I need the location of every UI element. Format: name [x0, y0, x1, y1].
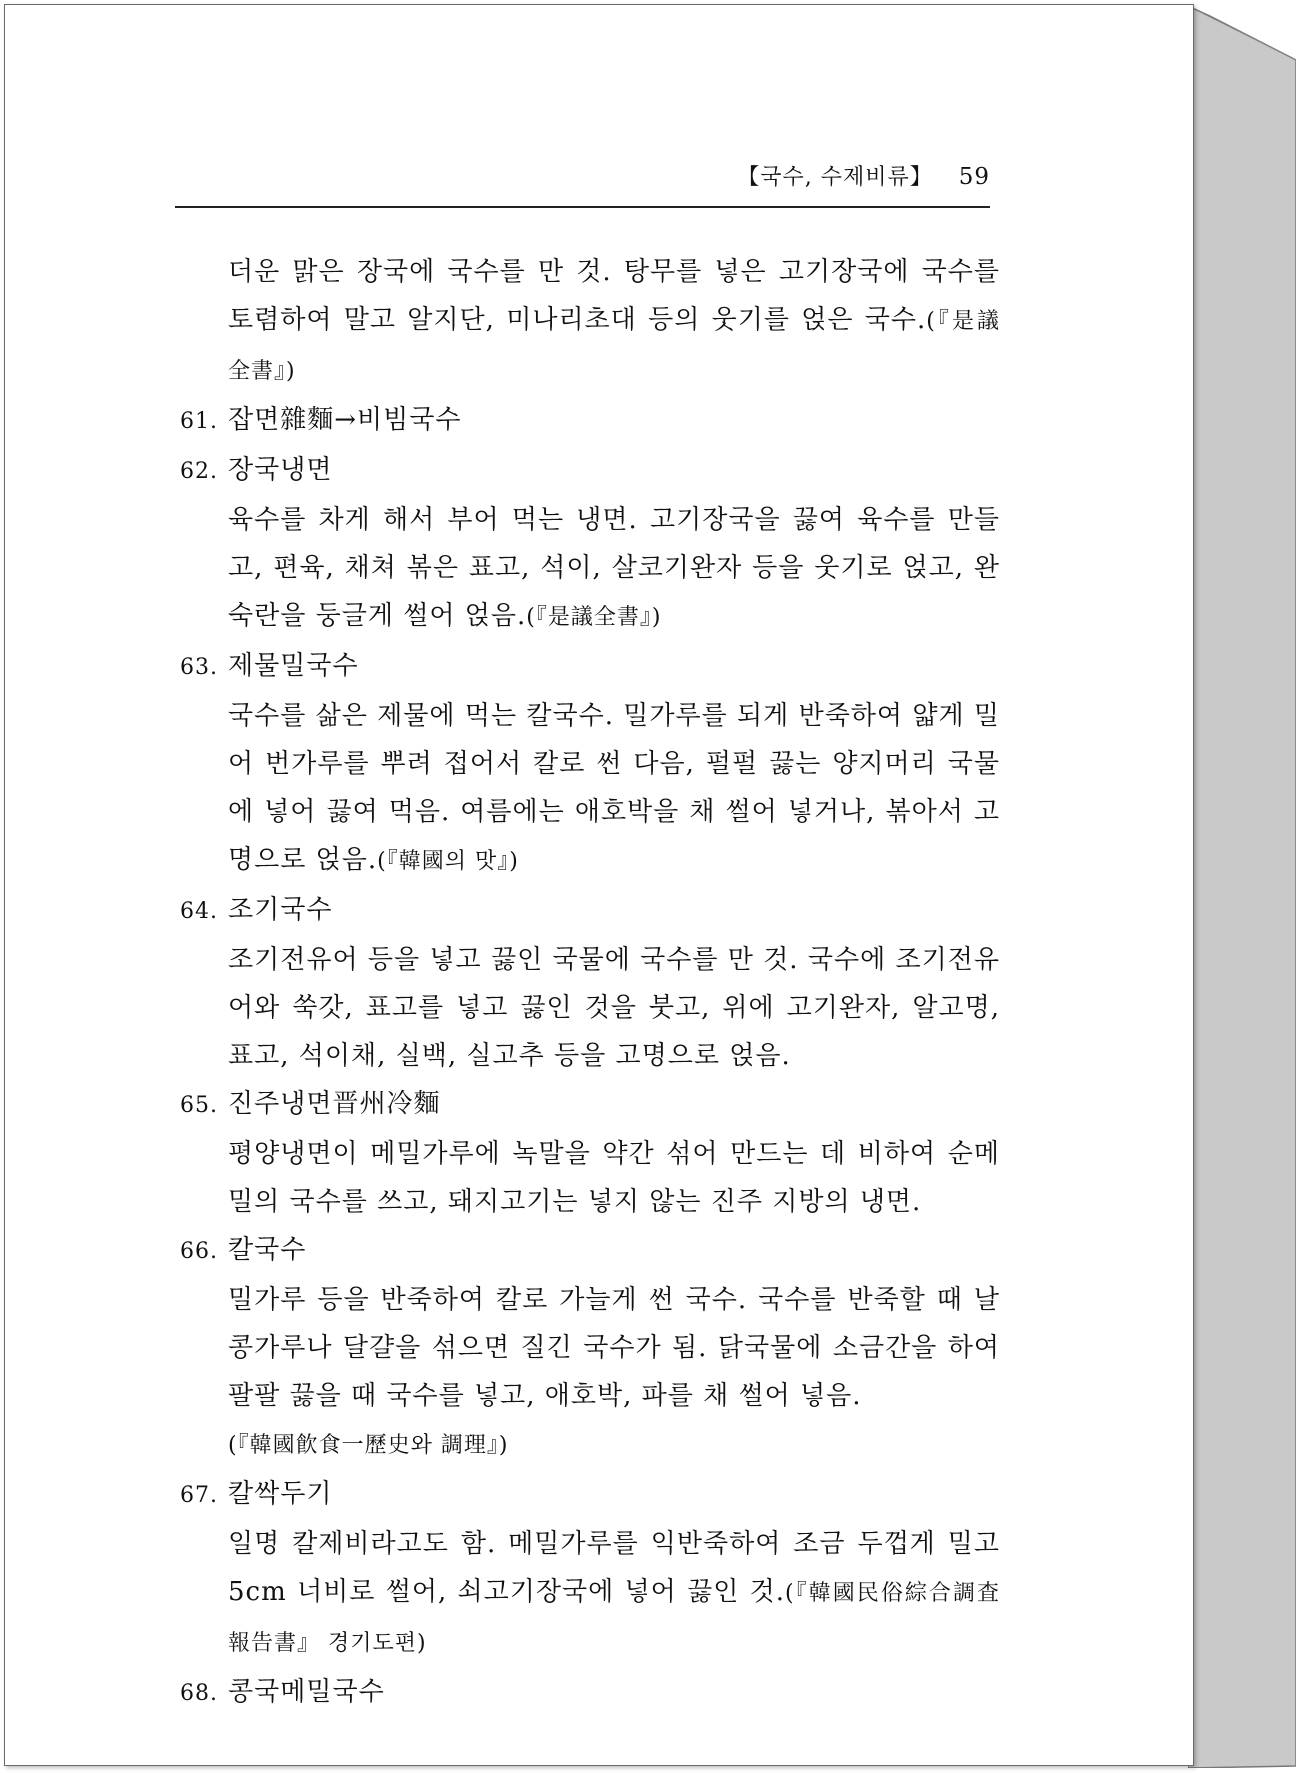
entry-citation: (『韓國民俗綜合調査報告書』 경기도편) — [228, 1581, 1001, 1656]
entry-number: 63. — [180, 655, 218, 680]
section-title: 【국수, 수제비류】 — [737, 165, 933, 190]
intro-text: 더운 맑은 장국에 국수를 만 것. 탕무를 넣은 고기장국에 국수를 토렴하여 말고 알지단, 미나리초대 등의 웃기를 얹은 국수. — [228, 257, 1000, 335]
entry-number: 61. — [180, 409, 218, 434]
running-header — [175, 160, 990, 210]
entry-text: 국수를 삶은 제물에 먹는 칼국수. 밀가루를 되게 반죽하여 얇게 밀어 번가루를 뿌려 접어서 칼로 썬 다음, 펄펄 끓는 양지머리 국물에 넣어 끓여 먹음. 여름에는 애호박을 채 썰어 넣거나, 볶아서 고명으로 얹음. — [228, 701, 1000, 875]
entry-title: 조기국수 — [228, 895, 333, 925]
entry-number: 62. — [180, 459, 218, 484]
entry-number: 64. — [180, 899, 218, 924]
entry-citation: (『韓國의 맛』) — [377, 849, 519, 874]
entry-text: 육수를 차게 해서 부어 먹는 냉면. 고기장국을 끓여 육수를 만들고, 편육, 채쳐 볶은 표고, 석이, 살코기완자 등을 웃기로 얹고, 완숙란을 둥글게 썰어 얹음. — [228, 505, 1000, 631]
entry-citation: (『是議全書』) — [526, 605, 662, 630]
entry-body — [228, 1276, 1000, 1470]
entry-64 — [180, 886, 1000, 1080]
entry-heading — [180, 1226, 1000, 1276]
entry-text: 일명 칼제비라고도 함. 메밀가루를 익반죽하여 조금 두껍게 밀고 5cm 너비로 썰어, 쇠고기장국에 넣어 끓인 것. — [228, 1529, 1000, 1607]
entry-number: 66. — [180, 1239, 218, 1264]
entry-title: 장국냉면 — [228, 455, 333, 485]
entry-text: 밀가루 등을 반죽하여 칼로 가늘게 썬 국수. 국수를 반죽할 때 날콩가루나 달걀을 섞으면 질긴 국수가 됨. 닭국물에 소금간을 하여 팔팔 끓을 때 국수를 넣고, 애호박, 파를 채 썰어 넣음. — [228, 1285, 1000, 1411]
entry-body — [228, 496, 1000, 642]
entry-title: 칼싹두기 — [228, 1479, 333, 1509]
entry-title: 콩국메밀국수 — [228, 1677, 385, 1707]
entry-heading — [180, 886, 1000, 936]
entry-citation: (『韓國飮食一歷史와 調理』) — [228, 1433, 509, 1458]
entry-title: 칼국수 — [228, 1235, 307, 1265]
entry-number: 65. — [180, 1093, 218, 1118]
page-content — [180, 248, 1000, 1718]
entry-body — [228, 1520, 1000, 1668]
entry-title: 잡면雜麵→비빔국수 — [228, 405, 462, 435]
entry-heading — [180, 446, 1000, 496]
entry-65 — [180, 1080, 1000, 1226]
entry-title: 제물밀국수 — [228, 651, 359, 681]
entry-title: 진주냉면晋州冷麵 — [228, 1089, 441, 1119]
page-number: 59 — [958, 164, 990, 190]
entry-heading — [180, 1668, 1000, 1718]
entry-body — [228, 692, 1000, 886]
entry-body — [228, 936, 1000, 1080]
entry-66 — [180, 1226, 1000, 1470]
page-stack-edge — [1188, 6, 1296, 1768]
header-rule — [175, 206, 990, 208]
entry-heading — [180, 396, 1000, 446]
intro-citation: (『是議全書』) — [228, 309, 1000, 384]
intro-paragraph — [228, 248, 1000, 396]
entry-text: 평양냉면이 메밀가루에 녹말을 약간 섞어 만드는 데 비하여 순메밀의 국수를 쓰고, 돼지고기는 넣지 않는 진주 지방의 냉면. — [228, 1139, 1000, 1217]
entry-heading — [180, 1470, 1000, 1520]
entry-heading — [180, 1080, 1000, 1130]
entry-heading — [180, 642, 1000, 692]
entry-text: 조기전유어 등을 넣고 끓인 국물에 국수를 만 것. 국수에 조기전유어와 쑥갓, 표고를 넣고 끓인 것을 붓고, 위에 고기완자, 알고명, 표고, 석이채, 실백, 실고추 등을 고명으로 얹음. — [228, 945, 1000, 1071]
entry-number: 68. — [180, 1681, 218, 1706]
entry-61 — [180, 396, 1000, 446]
entry-body — [228, 1130, 1000, 1226]
entry-number: 67. — [180, 1483, 218, 1508]
entry-67 — [180, 1470, 1000, 1668]
entry-63 — [180, 642, 1000, 886]
entry-62 — [180, 446, 1000, 642]
entry-68 — [180, 1668, 1000, 1718]
